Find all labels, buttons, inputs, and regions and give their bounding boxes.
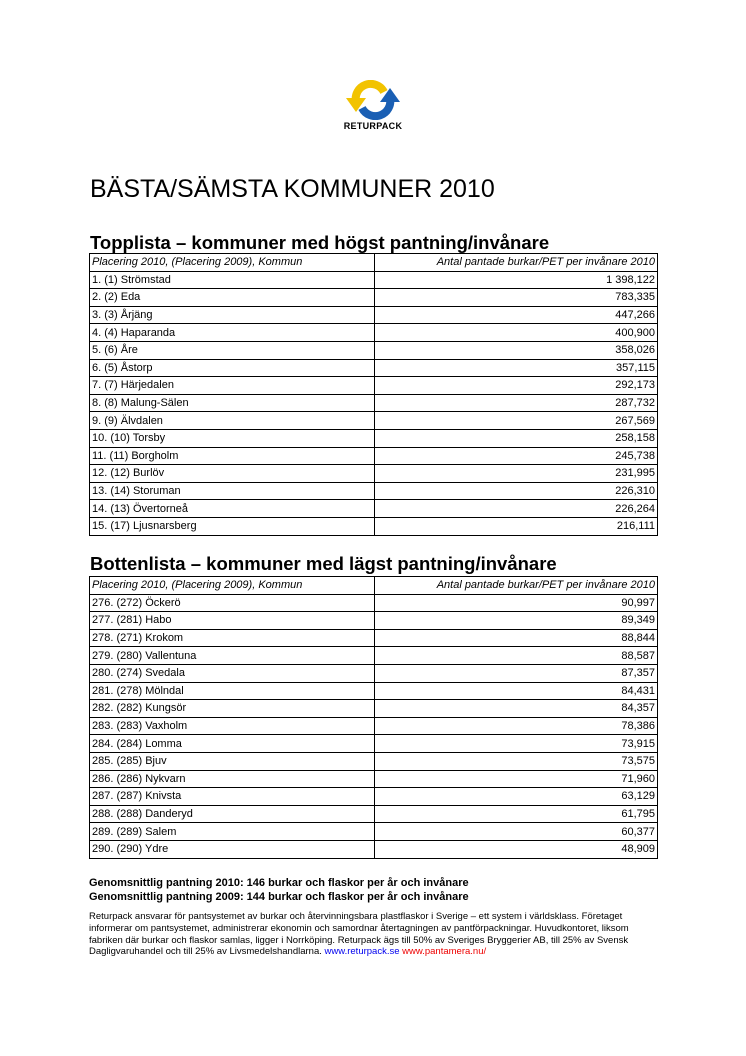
- table-row: [90, 612, 658, 630]
- returpack-logo: [333, 80, 413, 140]
- municipality-cell: 3. (3) Årjäng: [90, 306, 375, 324]
- municipality-cell: 10. (10) Torsby: [90, 429, 375, 447]
- value-cell: 357,115: [375, 359, 658, 377]
- top-list-heading: Topplista – kommuner med högst pantning/invånare: [90, 232, 550, 253]
- table-row: [90, 770, 658, 788]
- top-list-table: [89, 253, 658, 536]
- table-row: [90, 664, 658, 682]
- table-header-row: [90, 577, 658, 595]
- value-cell: 267,569: [375, 412, 658, 430]
- municipality-cell: 282. (282) Kungsör: [90, 700, 375, 718]
- value-cell: 84,431: [375, 682, 658, 700]
- value-cell: 245,738: [375, 447, 658, 465]
- municipality-cell: 8. (8) Malung-Sälen: [90, 394, 375, 412]
- municipality-cell: 280. (274) Svedala: [90, 664, 375, 682]
- value-cell: 216,111: [375, 517, 658, 535]
- municipality-cell: 290. (290) Ydre: [90, 840, 375, 858]
- value-cell: 60,377: [375, 823, 658, 841]
- municipality-cell: 277. (281) Habo: [90, 612, 375, 630]
- value-cell: 287,732: [375, 394, 658, 412]
- table-row: [90, 594, 658, 612]
- municipality-cell: 5. (6) Åre: [90, 341, 375, 359]
- summary-2010: Genomsnittlig pantning 2010: 146 burkar och flaskor per år och invånare: [89, 877, 469, 889]
- logo-text: RETURPACK: [343, 121, 403, 131]
- municipality-cell: 281. (278) Mölndal: [90, 682, 375, 700]
- about-text: [89, 911, 654, 958]
- summary: [89, 877, 469, 904]
- table-row: [90, 517, 658, 535]
- municipality-cell: 288. (288) Danderyd: [90, 805, 375, 823]
- value-cell: 73,575: [375, 752, 658, 770]
- value-cell: 61,795: [375, 805, 658, 823]
- value-cell: 73,915: [375, 735, 658, 753]
- table-row: [90, 700, 658, 718]
- municipality-cell: 9. (9) Älvdalen: [90, 412, 375, 430]
- about-paragraph: Returpack ansvarar för pantsystemet av burkar och återvinningsbara plastflaskor i Sverige – ett system i världsklass. Företaget informerar om pantsystemet, administrerar ekonomin och samordnar återtagningen av pantförpackningar. Huvudkontoret, liksom fabriken där burkar och flaskor samlas, ligger i Norrköping. Returpack ägs till 50% av Sveriges Bryggerier AB, till 25% av Svensk Dagligvaruhandel och till 25% av Livsmedelshandlarna.: [89, 911, 629, 958]
- bottom-list-heading: Bottenlista – kommuner med lägst pantning/invånare: [90, 553, 557, 574]
- table-row: [90, 823, 658, 841]
- table-row: [90, 735, 658, 753]
- value-cell: 90,997: [375, 594, 658, 612]
- returpack-link[interactable]: www.returpack.se: [324, 946, 400, 958]
- municipality-cell: 7. (7) Härjedalen: [90, 377, 375, 395]
- municipality-cell: 283. (283) Vaxholm: [90, 717, 375, 735]
- value-cell: 87,357: [375, 664, 658, 682]
- value-cell: 71,960: [375, 770, 658, 788]
- municipality-cell: 13. (14) Storuman: [90, 482, 375, 500]
- table-row: [90, 394, 658, 412]
- municipality-cell: 279. (280) Vallentuna: [90, 647, 375, 665]
- municipality-cell: 2. (2) Eda: [90, 289, 375, 307]
- table-row: [90, 465, 658, 483]
- recycle-arrows-icon: [342, 80, 404, 120]
- value-cell: 226,264: [375, 500, 658, 518]
- table-row: [90, 429, 658, 447]
- table-header-row: [90, 254, 658, 272]
- municipality-cell: 276. (272) Öckerö: [90, 594, 375, 612]
- table-row: [90, 717, 658, 735]
- page-title: BÄSTA/SÄMSTA KOMMUNER 2010: [90, 175, 495, 203]
- value-cell: 447,266: [375, 306, 658, 324]
- value-cell: 1 398,122: [375, 271, 658, 289]
- municipality-cell: 14. (13) Övertorneå: [90, 500, 375, 518]
- table-row: [90, 647, 658, 665]
- municipality-cell: 284. (284) Lomma: [90, 735, 375, 753]
- value-cell: 88,844: [375, 629, 658, 647]
- column-header-value: Antal pantade burkar/PET per invånare 2010: [375, 254, 658, 272]
- bottom-list-table: [89, 576, 658, 859]
- municipality-cell: 278. (271) Krokom: [90, 629, 375, 647]
- municipality-cell: 286. (286) Nykvarn: [90, 770, 375, 788]
- table-row: [90, 341, 658, 359]
- value-cell: 292,173: [375, 377, 658, 395]
- table-row: [90, 324, 658, 342]
- municipality-cell: 12. (12) Burlöv: [90, 465, 375, 483]
- table-row: [90, 447, 658, 465]
- value-cell: 258,158: [375, 429, 658, 447]
- value-cell: 63,129: [375, 788, 658, 806]
- table-row: [90, 306, 658, 324]
- pantamera-link[interactable]: www.pantamera.nu/: [402, 946, 487, 958]
- value-cell: 400,900: [375, 324, 658, 342]
- table-row: [90, 840, 658, 858]
- table-row: [90, 752, 658, 770]
- municipality-cell: 289. (289) Salem: [90, 823, 375, 841]
- municipality-cell: 11. (11) Borgholm: [90, 447, 375, 465]
- municipality-cell: 1. (1) Strömstad: [90, 271, 375, 289]
- value-cell: 783,335: [375, 289, 658, 307]
- value-cell: 88,587: [375, 647, 658, 665]
- table-row: [90, 629, 658, 647]
- municipality-cell: 287. (287) Knivsta: [90, 788, 375, 806]
- municipality-cell: 15. (17) Ljusnarsberg: [90, 517, 375, 535]
- summary-2009: Genomsnittlig pantning 2009: 144 burkar och flaskor per år och invånare: [89, 890, 469, 903]
- value-cell: 48,909: [375, 840, 658, 858]
- table-row: [90, 289, 658, 307]
- municipality-cell: 4. (4) Haparanda: [90, 324, 375, 342]
- table-row: [90, 271, 658, 289]
- municipality-cell: 6. (5) Åstorp: [90, 359, 375, 377]
- value-cell: 358,026: [375, 341, 658, 359]
- value-cell: 78,386: [375, 717, 658, 735]
- column-header-rank: Placering 2010, (Placering 2009), Kommun: [90, 577, 375, 595]
- table-row: [90, 359, 658, 377]
- table-row: [90, 377, 658, 395]
- table-row: [90, 788, 658, 806]
- table-row: [90, 682, 658, 700]
- value-cell: 226,310: [375, 482, 658, 500]
- column-header-value: Antal pantade burkar/PET per invånare 2010: [375, 577, 658, 595]
- value-cell: 89,349: [375, 612, 658, 630]
- table-row: [90, 805, 658, 823]
- value-cell: 84,357: [375, 700, 658, 718]
- value-cell: 231,995: [375, 465, 658, 483]
- table-row: [90, 412, 658, 430]
- table-row: [90, 500, 658, 518]
- table-row: [90, 482, 658, 500]
- column-header-rank: Placering 2010, (Placering 2009), Kommun: [90, 254, 375, 272]
- municipality-cell: 285. (285) Bjuv: [90, 752, 375, 770]
